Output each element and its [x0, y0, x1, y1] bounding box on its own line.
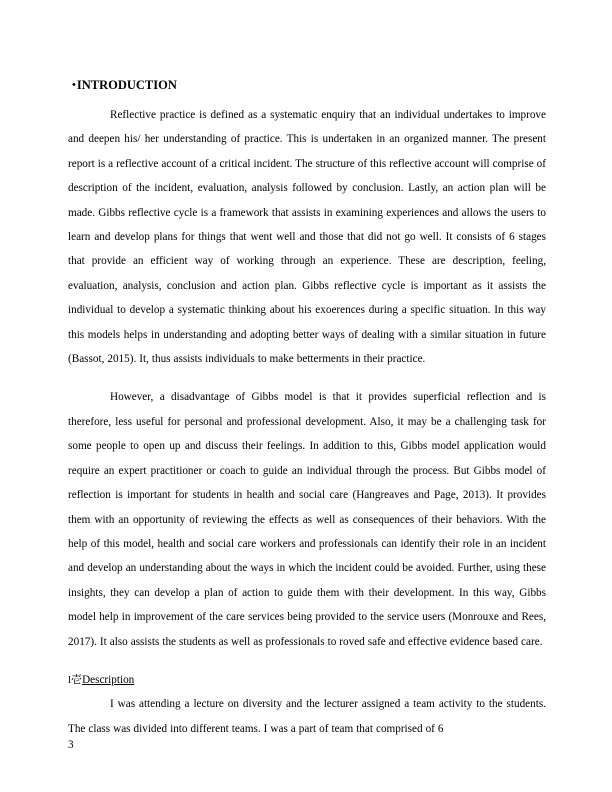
list-marker-icon: l壱 — [68, 673, 83, 686]
section-heading — [68, 78, 546, 93]
paragraph-3: I was attending a lecture on diversity and the lecturer assigned a team activity to the students. The class was divided into different teams. I was a part of team that comprised of 6 — [68, 698, 546, 735]
heading-text: INTRODUCTION — [76, 78, 177, 92]
page-number: 3 — [68, 739, 74, 751]
sub-section-heading-text: Description — [82, 673, 135, 686]
paragraph-2: However, a disadvantage of Gibbs model is that it provides superficial reflection and is therefore, less useful for personal and professional development. Also, it may be a challenging task for some people to open up and discuss their feelings. In addition to this, Gibbs model application would require an expert practitioner or coach to guide an individual through the process. But Gibbs model of reflection is important for students in health and social care (Hangreaves and Page, 2013). It provides them with an opportunity of reviewing the effects as well as consequences of their behaviors. With the help of this model, health and social care workers and professionals can identify their role in an incident and develop an understanding about the ways in which the incident could be avoided. Further, using these insights, they can develop a plan of action to guide them with their development. In this way, Gibbs model help in improvement of the care services being provided to the service users (Monrouxe and Rees, 2017). It also assists the students as well as professionals to roved safe and effective evidence based care. — [68, 391, 546, 648]
document-content — [68, 78, 546, 741]
sub-section-heading — [68, 668, 546, 692]
paragraph-1: Reflective practice is defined as a systematic enquiry that an individual undertakes to improve and deepen his/ her understanding of practice. This is undertaken in an organized manner. The present report is a reflective account of a critical incident. The structure of this reflective account will comprise of description of the incident, evaluation, analysis followed by conclusion. Lastly, an action plan will be made. Gibbs reflective cycle is a framework that assists in examining experiences and allows the users to learn and develop plans for things that went well and those that did not go well. It consists of 6 stages that provide an efficient way of working through an experience. These are description, feeling, evaluation, analysis, conclusion and action plan. Gibbs reflective cycle is important as it assists the individual to develop a systematic thinking about his exoerences during a specific situation. In this way this models helps in understanding and adopting better ways of dealing with a similar situation in future (Bassot, 2015). It, thus assists individuals to make betterments in their practice. — [68, 109, 546, 366]
bullet-icon: • — [72, 79, 77, 91]
